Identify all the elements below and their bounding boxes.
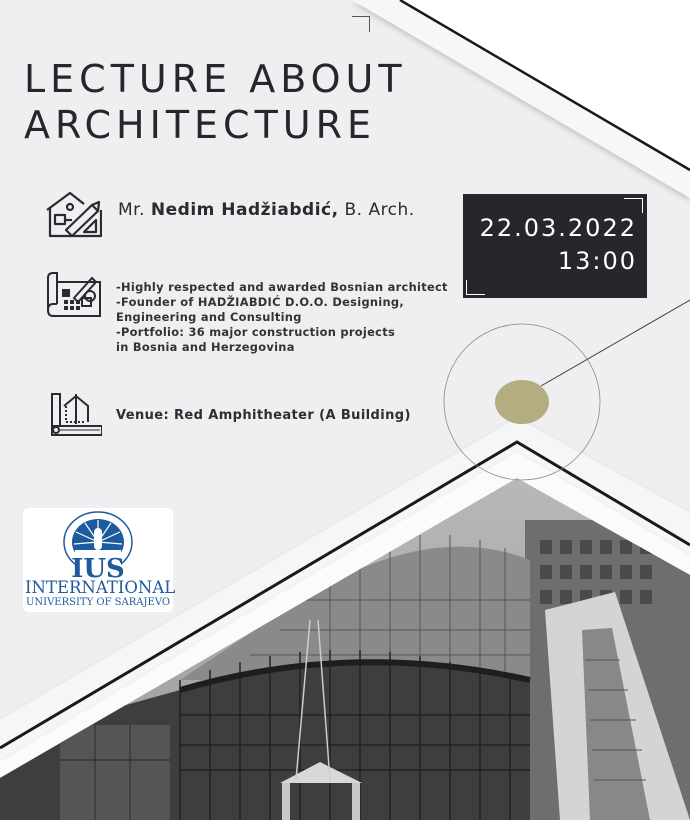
svg-text:IUS: IUS: [71, 554, 125, 580]
speaker-prefix: Mr.: [118, 200, 145, 220]
corner-bracket-decoration: [352, 16, 370, 32]
bio-line: -Highly respected and awarded Bosnian architect: [116, 280, 448, 294]
bio-text: [116, 280, 448, 355]
corner-decoration: [466, 280, 485, 295]
ius-logo: [23, 508, 176, 612]
house-pencil-icon: [44, 190, 102, 242]
speaker-row: [44, 190, 415, 242]
venue-label: Venue: Red Amphitheater (A Building): [116, 408, 411, 423]
bio-line: -Portfolio: 36 major construction projects: [116, 325, 396, 339]
corner-decoration: [624, 198, 643, 213]
ius-seal-icon: [55, 510, 141, 580]
event-time: 13:00: [557, 247, 637, 275]
bio-line: in Bosnia and Herzegovina: [116, 340, 295, 354]
bio-line: -Founder of HADŽIABDIĆ D.O.O. Designing,: [116, 295, 405, 309]
page-title: [24, 56, 407, 148]
bio-row: [44, 272, 448, 355]
speaker-name: [118, 200, 415, 220]
ruler-house-icon: [44, 392, 102, 444]
speaker-full-name: Nedim Hadžiabdić,: [150, 200, 339, 220]
venue-row: [44, 392, 411, 444]
bio-line: Engineering and Consulting: [116, 310, 302, 324]
title-line-1: LECTURE ABOUT: [24, 57, 407, 101]
logo-line-2: UNIVERSITY OF SARAJEVO: [25, 597, 171, 608]
title-line-2: ARCHITECTURE: [24, 103, 377, 147]
accent-dot: [495, 380, 549, 424]
logo-line-1: INTERNATIONAL: [25, 578, 176, 597]
speaker-degree: B. Arch.: [344, 200, 415, 220]
event-date: 22.03.2022: [479, 214, 637, 242]
date-time-box: [463, 194, 647, 298]
blueprint-icon: [44, 272, 102, 324]
